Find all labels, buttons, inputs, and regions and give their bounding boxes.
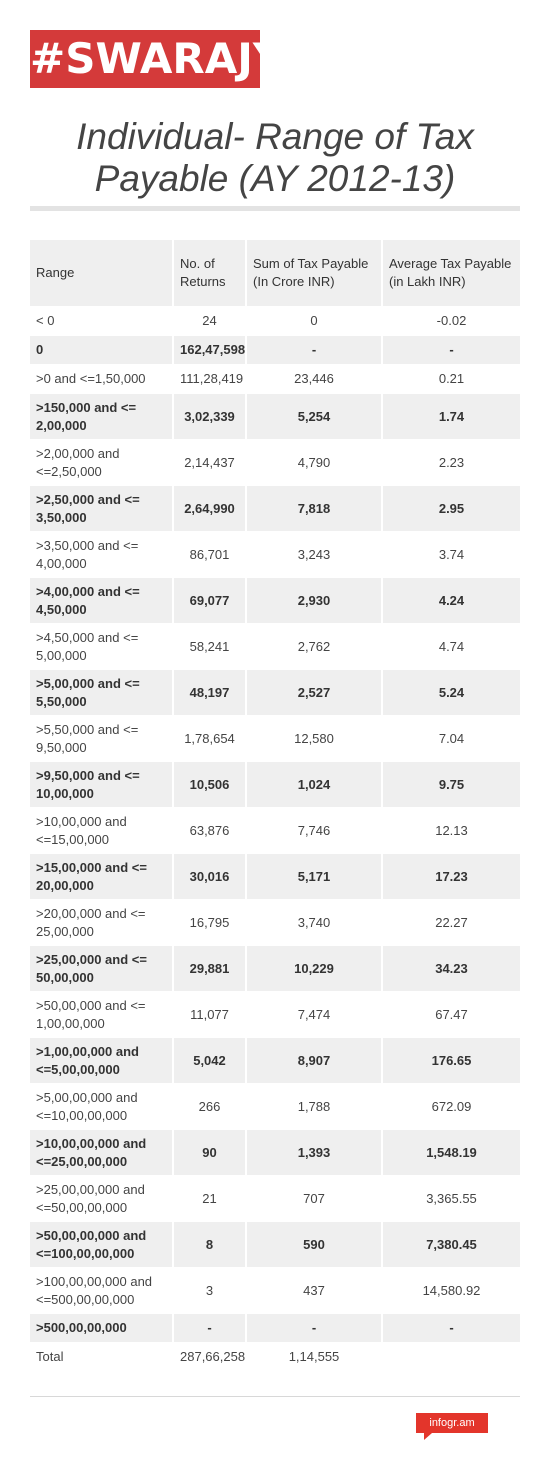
cell-sum-tax: 5,171 — [246, 854, 382, 900]
cell-range: >3,50,000 and <= 4,00,000 — [30, 532, 173, 578]
cell-average-tax: 67.47 — [382, 992, 520, 1038]
table-row — [30, 578, 520, 624]
cell-average-tax: 2.23 — [382, 440, 520, 486]
cell-average-tax: 17.23 — [382, 854, 520, 900]
cell-returns: 10,506 — [173, 762, 246, 808]
tax-range-table — [30, 240, 520, 1371]
cell-average-tax: 12.13 — [382, 808, 520, 854]
cell-average-tax: 672.09 — [382, 1084, 520, 1130]
table-row — [30, 336, 520, 365]
cell-range: < 0 — [30, 307, 173, 336]
table-row — [30, 992, 520, 1038]
table-row — [30, 854, 520, 900]
cell-range: >5,00,000 and <= 5,50,000 — [30, 670, 173, 716]
cell-sum-tax: 3,740 — [246, 900, 382, 946]
header-sum-tax: Sum of Tax Payable (In Crore INR) — [246, 240, 382, 307]
cell-sum-tax: 4,790 — [246, 440, 382, 486]
cell-sum-tax: 7,818 — [246, 486, 382, 532]
table-row — [30, 440, 520, 486]
cell-range: Total — [30, 1343, 173, 1372]
table-row — [30, 1176, 520, 1222]
table-row — [30, 486, 520, 532]
table-header-row — [30, 240, 520, 307]
cell-returns: 1,78,654 — [173, 716, 246, 762]
cell-average-tax: 14,580.92 — [382, 1268, 520, 1314]
table-row — [30, 1130, 520, 1176]
cell-sum-tax: 1,393 — [246, 1130, 382, 1176]
table-row — [30, 532, 520, 578]
table-row — [30, 1222, 520, 1268]
cell-sum-tax: 1,788 — [246, 1084, 382, 1130]
cell-average-tax: 176.65 — [382, 1038, 520, 1084]
cell-sum-tax: 0 — [246, 307, 382, 336]
cell-range: >25,00,000 and <= 50,00,000 — [30, 946, 173, 992]
cell-range: >50,00,000 and <= 1,00,00,000 — [30, 992, 173, 1038]
cell-returns: 162,47,598 — [173, 336, 246, 365]
cell-sum-tax: - — [246, 336, 382, 365]
cell-returns: 30,016 — [173, 854, 246, 900]
cell-range: 0 — [30, 336, 173, 365]
cell-range: >150,000 and <= 2,00,000 — [30, 394, 173, 440]
cell-sum-tax: 1,14,555 — [246, 1343, 382, 1372]
cell-average-tax: 22.27 — [382, 900, 520, 946]
cell-average-tax: 2.95 — [382, 486, 520, 532]
cell-sum-tax: 7,746 — [246, 808, 382, 854]
cell-sum-tax: 437 — [246, 1268, 382, 1314]
page-title: Individual- Range of Tax Payable (AY 2012-13) — [76, 116, 474, 199]
cell-returns: 69,077 — [173, 578, 246, 624]
cell-sum-tax: 5,254 — [246, 394, 382, 440]
cell-range: >20,00,000 and <= 25,00,000 — [30, 900, 173, 946]
cell-average-tax: - — [382, 1314, 520, 1343]
cell-range: >10,00,00,000 and <=25,00,00,000 — [30, 1130, 173, 1176]
cell-sum-tax: 12,580 — [246, 716, 382, 762]
table-row — [30, 1268, 520, 1314]
cell-range: >2,00,000 and <=2,50,000 — [30, 440, 173, 486]
table-row — [30, 670, 520, 716]
cell-average-tax: 4.74 — [382, 624, 520, 670]
cell-returns: 266 — [173, 1084, 246, 1130]
cell-returns: 8 — [173, 1222, 246, 1268]
table-row — [30, 762, 520, 808]
cell-average-tax: 5.24 — [382, 670, 520, 716]
table-row — [30, 808, 520, 854]
cell-average-tax: 34.23 — [382, 946, 520, 992]
cell-range: >25,00,00,000 and <=50,00,00,000 — [30, 1176, 173, 1222]
cell-range: >4,00,000 and <= 4,50,000 — [30, 578, 173, 624]
cell-returns: 29,881 — [173, 946, 246, 992]
footer-divider — [30, 1396, 520, 1397]
cell-range: >2,50,000 and <= 3,50,000 — [30, 486, 173, 532]
cell-returns: 21 — [173, 1176, 246, 1222]
cell-returns: 48,197 — [173, 670, 246, 716]
infogram-logo[interactable]: infogr.am — [416, 1413, 488, 1433]
cell-range: >9,50,000 and <= 10,00,000 — [30, 762, 173, 808]
cell-range: >500,00,00,000 — [30, 1314, 173, 1343]
cell-returns: 24 — [173, 307, 246, 336]
cell-sum-tax: 590 — [246, 1222, 382, 1268]
cell-returns: - — [173, 1314, 246, 1343]
cell-range: >5,00,00,000 and <=10,00,00,000 — [30, 1084, 173, 1130]
cell-returns: 90 — [173, 1130, 246, 1176]
cell-sum-tax: - — [246, 1314, 382, 1343]
table-row — [30, 900, 520, 946]
table-row — [30, 946, 520, 992]
cell-range: >0 and <=1,50,000 — [30, 365, 173, 394]
header-range: Range — [30, 240, 173, 307]
table-row — [30, 1084, 520, 1130]
table-row — [30, 716, 520, 762]
cell-sum-tax: 1,024 — [246, 762, 382, 808]
cell-range: >10,00,000 and <=15,00,000 — [30, 808, 173, 854]
table-row — [30, 365, 520, 394]
cell-average-tax: 3.74 — [382, 532, 520, 578]
cell-returns: 287,66,258 — [173, 1343, 246, 1372]
cell-sum-tax: 7,474 — [246, 992, 382, 1038]
header-average-tax: Average Tax Payable (in Lakh INR) — [382, 240, 520, 307]
swarajya-logo: #SWARAJYA — [30, 30, 260, 88]
cell-returns: 2,64,990 — [173, 486, 246, 532]
cell-sum-tax: 23,446 — [246, 365, 382, 394]
cell-sum-tax: 707 — [246, 1176, 382, 1222]
table-row — [30, 1038, 520, 1084]
cell-range: >50,00,00,000 and <=100,00,00,000 — [30, 1222, 173, 1268]
cell-average-tax — [382, 1343, 520, 1372]
table-row — [30, 1343, 520, 1372]
cell-sum-tax: 2,527 — [246, 670, 382, 716]
table-row — [30, 624, 520, 670]
infogram-logo-tail — [424, 1433, 432, 1440]
cell-average-tax: 0.21 — [382, 365, 520, 394]
cell-sum-tax: 3,243 — [246, 532, 382, 578]
cell-sum-tax: 8,907 — [246, 1038, 382, 1084]
cell-sum-tax: 2,930 — [246, 578, 382, 624]
cell-average-tax: -0.02 — [382, 307, 520, 336]
cell-returns: 58,241 — [173, 624, 246, 670]
cell-returns: 86,701 — [173, 532, 246, 578]
table-row — [30, 1314, 520, 1343]
cell-average-tax: 1,548.19 — [382, 1130, 520, 1176]
cell-range: >1,00,00,000 and <=5,00,00,000 — [30, 1038, 173, 1084]
cell-range: >4,50,000 and <= 5,00,000 — [30, 624, 173, 670]
cell-average-tax: 7.04 — [382, 716, 520, 762]
title-divider — [30, 206, 520, 211]
cell-sum-tax: 10,229 — [246, 946, 382, 992]
cell-range: >15,00,000 and <= 20,00,000 — [30, 854, 173, 900]
table-body — [30, 307, 520, 1372]
cell-average-tax: 4.24 — [382, 578, 520, 624]
cell-returns: 16,795 — [173, 900, 246, 946]
cell-returns: 63,876 — [173, 808, 246, 854]
cell-average-tax: 9.75 — [382, 762, 520, 808]
cell-returns: 3,02,339 — [173, 394, 246, 440]
table-row — [30, 394, 520, 440]
cell-returns: 5,042 — [173, 1038, 246, 1084]
cell-range: >100,00,00,000 and <=500,00,00,000 — [30, 1268, 173, 1314]
cell-returns: 3 — [173, 1268, 246, 1314]
cell-average-tax: 3,365.55 — [382, 1176, 520, 1222]
cell-returns: 11,077 — [173, 992, 246, 1038]
cell-returns: 111,28,419 — [173, 365, 246, 394]
table-row — [30, 307, 520, 336]
cell-range: >5,50,000 and <= 9,50,000 — [30, 716, 173, 762]
cell-average-tax: - — [382, 336, 520, 365]
cell-average-tax: 7,380.45 — [382, 1222, 520, 1268]
cell-sum-tax: 2,762 — [246, 624, 382, 670]
cell-returns: 2,14,437 — [173, 440, 246, 486]
cell-average-tax: 1.74 — [382, 394, 520, 440]
header-returns: No. of Returns — [173, 240, 246, 307]
